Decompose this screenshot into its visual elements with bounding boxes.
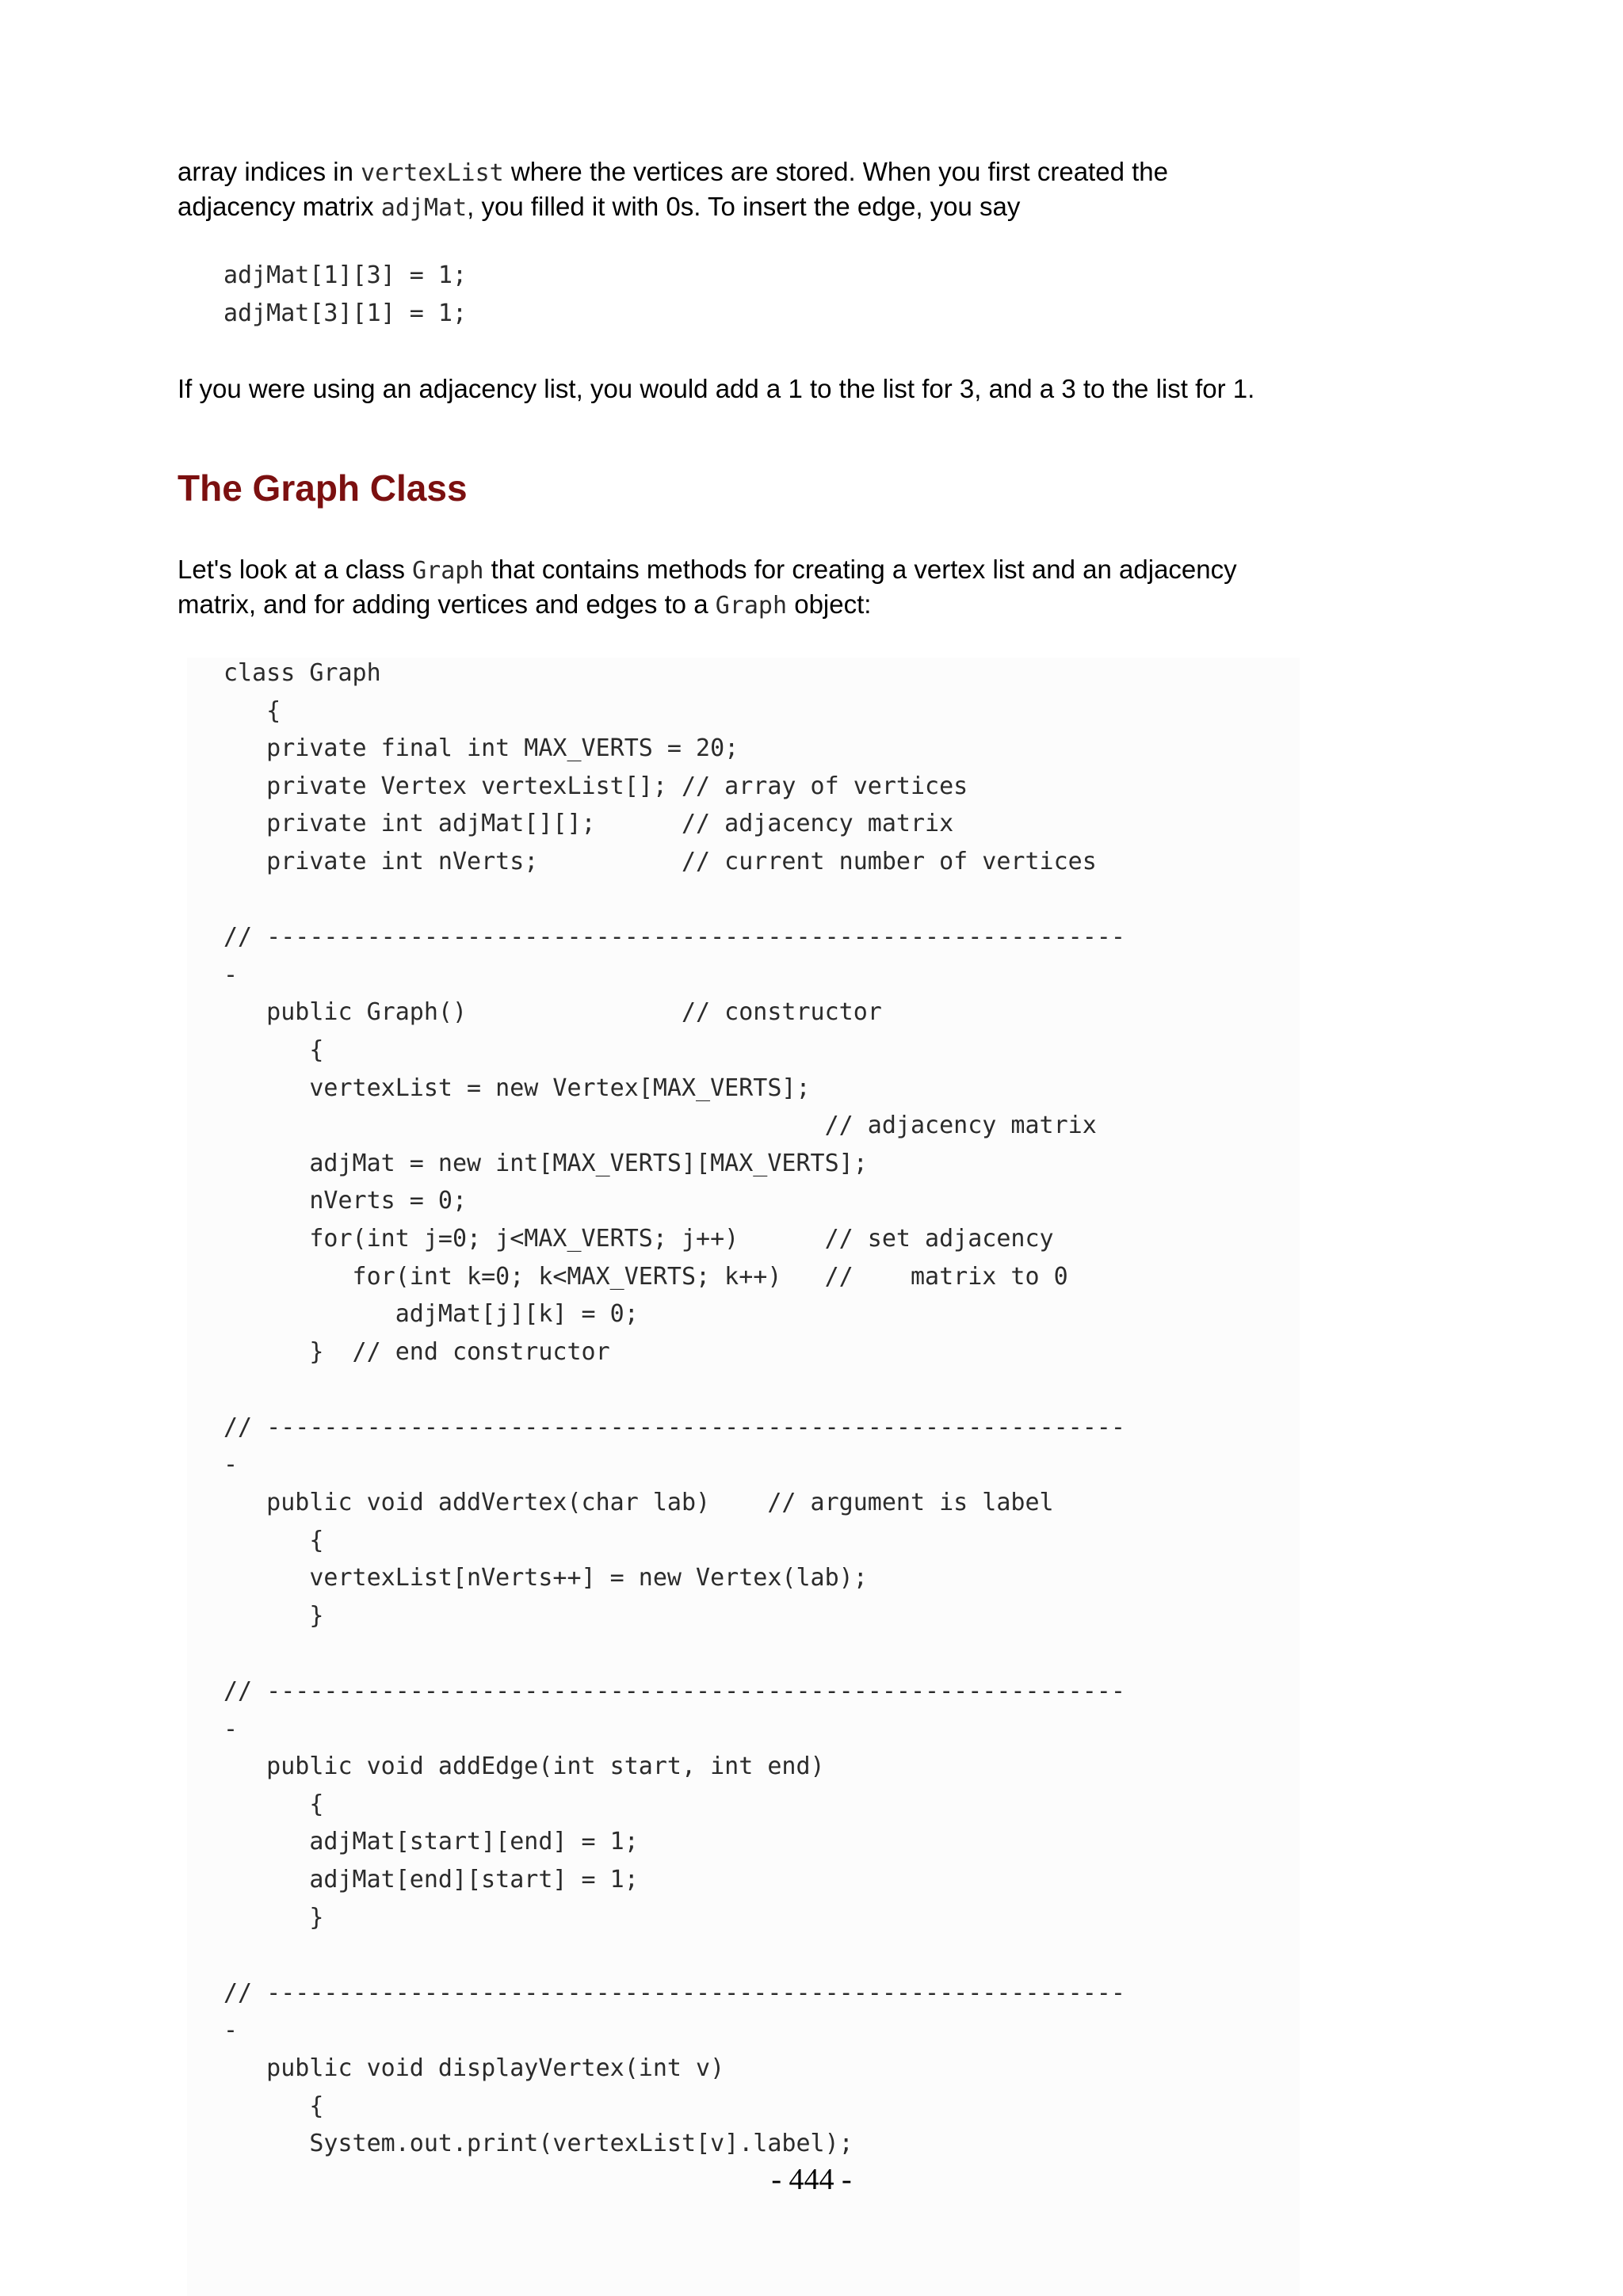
graph-text-1: Let's look at a class: [178, 555, 413, 584]
code-line: // ------------------------------------------------------------: [223, 923, 1125, 952]
code-line: -: [223, 960, 239, 989]
code-line: -: [223, 1714, 239, 1743]
inline-code-graph-2: Graph: [715, 592, 788, 620]
code-line: for(int k=0; k<MAX_VERTS; k++) // matrix to 0: [223, 1262, 1068, 1291]
code-line: // ------------------------------------------------------------: [223, 1413, 1125, 1441]
code-line: {: [223, 2092, 324, 2120]
inline-code-vertexlist: vertexList: [361, 159, 504, 187]
code-line: } // end constructor: [223, 1337, 610, 1366]
code-line: // ------------------------------------------------------------: [223, 1677, 1125, 1706]
code-line: [223, 1371, 1125, 1409]
graph-class-paragraph: [178, 553, 1271, 623]
code-line: class Graph: [223, 659, 381, 687]
section-heading: The Graph Class: [178, 467, 468, 509]
code-line: private final int MAX_VERTS = 20;: [223, 734, 739, 763]
code-line: adjMat[j][k] = 0;: [223, 1300, 639, 1329]
graph-text-2: that contains methods for creating a vertex list and an adjacency matrix, and for adding vertices and edges to a: [178, 555, 1237, 619]
code-line: adjMat = new int[MAX_VERTS][MAX_VERTS];: [223, 1149, 868, 1177]
code-line: vertexList[nVerts++] = new Vertex(lab);: [223, 1564, 868, 1592]
adjacency-list-paragraph: If you were using an adjacency list, you would add a 1 to the list for 3, and a 3 to the list for 1.: [178, 374, 1255, 403]
code-line: private int adjMat[][]; // adjacency matrix: [223, 810, 954, 838]
code-line: adjMat[1][3] = 1;: [223, 261, 468, 289]
code-line: public void addVertex(char lab) // argument is label: [223, 1489, 1054, 1517]
code-line: adjMat[start][end] = 1;: [223, 1828, 639, 1856]
code-line: {: [223, 1035, 324, 1064]
code-line: [223, 1634, 1125, 1672]
intro-text-2: where the vertices are stored. When you first created the adjacency matrix: [178, 157, 1168, 221]
code-line: public Graph() // constructor: [223, 998, 882, 1027]
code-line: [223, 881, 1125, 919]
inline-code-adjmat: adjMat: [380, 194, 468, 222]
code-line: {: [223, 696, 281, 725]
code-line: {: [223, 1790, 324, 1818]
code-line: System.out.print(vertexList[v].label);: [223, 2130, 854, 2158]
code-line: }: [223, 1601, 324, 1630]
code-line: private int nVerts; // current number of vertices: [223, 847, 1097, 875]
code-line: adjMat[end][start] = 1;: [223, 1866, 639, 1894]
page-number: - 444 -: [771, 2163, 852, 2196]
code-line: // ------------------------------------------------------------: [223, 1978, 1125, 2007]
intro-paragraph: [178, 155, 1271, 225]
code-line: public void displayVertex(int v): [223, 2054, 725, 2082]
code-line: private Vertex vertexList[]; // array of vertices: [223, 772, 968, 800]
inline-code-graph: Graph: [412, 557, 484, 585]
code-line: adjMat[3][1] = 1;: [223, 299, 468, 327]
code-line: -: [223, 2016, 239, 2045]
graph-text-3: object:: [787, 589, 872, 619]
intro-text-1: array indices in: [178, 157, 361, 186]
code-line: for(int j=0; j<MAX_VERTS; j++) // set adjacency: [223, 1224, 1054, 1253]
code-line: public void addEdge(int start, int end): [223, 1753, 825, 1781]
code-line: -: [223, 1451, 239, 1479]
intro-text-3: , you filled it with 0s. To insert the edge, you say: [467, 192, 1021, 221]
graph-class-code-block: [223, 654, 1125, 2163]
code-line: // adjacency matrix: [223, 1112, 1097, 1140]
code-line: vertexList = new Vertex[MAX_VERTS];: [223, 1074, 811, 1102]
code-line: }: [223, 1903, 324, 1932]
code-line: [223, 1936, 1125, 1974]
code-line: {: [223, 1526, 324, 1554]
insert-edge-code-block: [223, 257, 467, 332]
code-line: nVerts = 0;: [223, 1187, 468, 1215]
